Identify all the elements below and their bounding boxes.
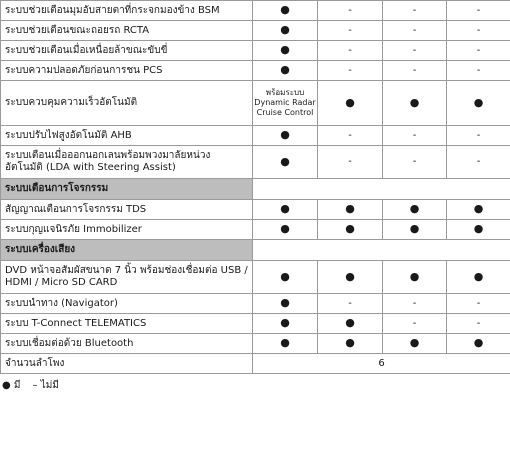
value-cell bbox=[447, 334, 510, 354]
value-cell bbox=[318, 61, 383, 81]
table-row bbox=[1, 354, 510, 374]
none-mark: - bbox=[412, 24, 417, 36]
has-mark: ● bbox=[473, 269, 484, 283]
value-cell bbox=[447, 1, 510, 21]
value-cell bbox=[253, 314, 318, 334]
value-cell bbox=[318, 41, 383, 61]
value-cell bbox=[253, 1, 318, 21]
table-row bbox=[1, 261, 510, 294]
none-mark: - bbox=[412, 4, 417, 16]
feature-name: ระบบปรับไฟสูงอัตโนมัติ AHB bbox=[1, 126, 253, 146]
value-cell bbox=[253, 294, 318, 314]
value-cell bbox=[447, 261, 510, 294]
value-cell bbox=[318, 1, 383, 21]
speaker-count-cell: 6 bbox=[253, 354, 510, 374]
value-cell bbox=[447, 314, 510, 334]
has-mark: ● bbox=[280, 3, 290, 16]
feature-name: DVD หน้าจอสัมผัสขนาด 7 นิ้ว พร้อมช่องเชื่อมต่อ USB / HDMI / Micro SD CARD bbox=[1, 261, 253, 294]
value-cell bbox=[383, 61, 447, 81]
has-mark: ● bbox=[280, 222, 290, 235]
has-mark: ● bbox=[473, 336, 484, 349]
value-cell bbox=[447, 294, 510, 314]
has-mark: ● bbox=[345, 269, 355, 283]
feature-name: ระบบช่วยเตือนมุมอับสายตาที่กระจกมองข้าง BSM bbox=[1, 1, 253, 21]
none-mark: - bbox=[476, 24, 481, 36]
section-title: ระบบเครื่องเสียง bbox=[1, 240, 253, 261]
note-text: พร้อมระบบ Dynamic Radar Cruise Control bbox=[254, 88, 316, 117]
value-cell bbox=[318, 314, 383, 334]
section-title: ระบบเตือนการโจรกรรม bbox=[1, 179, 253, 200]
value-cell bbox=[383, 21, 447, 41]
feature-name: ระบบช่วยเตือนขณะถอยรถ RCTA bbox=[1, 21, 253, 41]
none-mark: - bbox=[412, 129, 417, 141]
table-row bbox=[1, 146, 510, 179]
value-cell bbox=[383, 41, 447, 61]
value-cell bbox=[253, 41, 318, 61]
none-mark: - bbox=[412, 64, 417, 76]
value-cell bbox=[447, 220, 510, 240]
value-cell bbox=[447, 41, 510, 61]
value-cell bbox=[383, 126, 447, 146]
table-row bbox=[1, 81, 510, 126]
feature-name: ระบบ T-Connect TELEMATICS bbox=[1, 314, 253, 334]
has-mark: ● bbox=[409, 202, 420, 215]
has-mark: ● bbox=[345, 222, 355, 235]
has-mark: ● bbox=[280, 316, 290, 329]
none-mark: - bbox=[348, 64, 352, 76]
value-cell bbox=[253, 126, 318, 146]
none-mark: - bbox=[348, 129, 352, 141]
value-cell bbox=[383, 261, 447, 294]
has-mark: ● bbox=[473, 222, 484, 235]
table-row bbox=[1, 314, 510, 334]
legend-none: – ไม่มี bbox=[32, 380, 59, 391]
table-row bbox=[1, 200, 510, 220]
has-mark: ● bbox=[409, 222, 420, 235]
value-cell bbox=[253, 200, 318, 220]
value-cell bbox=[383, 314, 447, 334]
feature-name: ระบบกุญแจนิรภัย Immobilizer bbox=[1, 220, 253, 240]
value-cell bbox=[383, 200, 447, 220]
value-cell bbox=[318, 200, 383, 220]
table-row bbox=[1, 21, 510, 41]
feature-name: ระบบความปลอดภัยก่อนการชน PCS bbox=[1, 61, 253, 81]
value-cell bbox=[447, 126, 510, 146]
none-mark: - bbox=[412, 156, 417, 167]
value-cell bbox=[383, 220, 447, 240]
none-mark: - bbox=[476, 64, 481, 76]
table-row bbox=[1, 220, 510, 240]
feature-name: ระบบช่วยเตือนเมื่อเหนื่อยล้าขณะขับขี่ bbox=[1, 41, 253, 61]
has-mark: ● bbox=[409, 269, 420, 283]
has-mark: ● bbox=[409, 336, 420, 349]
none-mark: - bbox=[476, 129, 481, 141]
has-mark: ● bbox=[280, 154, 290, 168]
value-cell bbox=[318, 294, 383, 314]
section-blank-cell bbox=[253, 240, 510, 261]
table-row bbox=[1, 294, 510, 314]
has-mark: ● bbox=[345, 336, 355, 349]
section-header-row bbox=[1, 179, 510, 200]
none-mark: - bbox=[476, 4, 481, 16]
feature-name: ระบบเตือนเมื่อออกนอกเลนพร้อมพวงมาลัยหน่วงอัตโนมัติ (LDA with Steering Assist) bbox=[1, 146, 253, 179]
has-mark: ● bbox=[280, 269, 290, 283]
none-mark: - bbox=[412, 297, 417, 309]
feature-name: ระบบควบคุมความเร็วอัตโนมัติ bbox=[1, 81, 253, 126]
table-row bbox=[1, 1, 510, 21]
value-cell bbox=[383, 1, 447, 21]
table-row bbox=[1, 126, 510, 146]
has-mark: ● bbox=[280, 202, 290, 215]
has-mark: ● bbox=[473, 202, 484, 215]
value-cell bbox=[318, 334, 383, 354]
value-cell bbox=[253, 220, 318, 240]
legend bbox=[0, 374, 510, 393]
value-cell bbox=[253, 261, 318, 294]
table-row bbox=[1, 41, 510, 61]
has-mark: ● bbox=[280, 63, 290, 76]
has-mark: ● bbox=[280, 128, 290, 141]
value-cell bbox=[253, 21, 318, 41]
value-cell bbox=[253, 61, 318, 81]
has-mark: ● bbox=[473, 95, 484, 109]
value-cell bbox=[383, 146, 447, 179]
value-cell bbox=[383, 294, 447, 314]
has-mark: ● bbox=[280, 336, 290, 349]
none-mark: - bbox=[348, 156, 352, 167]
value-cell bbox=[318, 146, 383, 179]
feature-name: ระบบเชื่อมต่อด้วย Bluetooth bbox=[1, 334, 253, 354]
has-mark: ● bbox=[345, 95, 355, 109]
value-cell bbox=[318, 126, 383, 146]
value-cell bbox=[318, 21, 383, 41]
has-mark: ● bbox=[280, 23, 290, 36]
value-cell bbox=[253, 334, 318, 354]
value-cell bbox=[447, 21, 510, 41]
feature-name: จำนวนลำโพง bbox=[1, 354, 253, 374]
table-row bbox=[1, 334, 510, 354]
has-mark: ● bbox=[345, 316, 355, 329]
section-header-row bbox=[1, 240, 510, 261]
none-mark: - bbox=[476, 44, 481, 56]
has-mark: ● bbox=[280, 296, 290, 309]
legend-has: ● มี bbox=[2, 380, 21, 391]
value-cell bbox=[253, 146, 318, 179]
section-blank-cell bbox=[253, 179, 510, 200]
value-cell bbox=[383, 334, 447, 354]
value-cell bbox=[447, 61, 510, 81]
feature-name: สัญญาณเตือนการโจรกรรม TDS bbox=[1, 200, 253, 220]
value-cell bbox=[253, 81, 318, 126]
feature-name: ระบบนำทาง (Navigator) bbox=[1, 294, 253, 314]
value-cell bbox=[383, 81, 447, 126]
none-mark: - bbox=[348, 297, 352, 309]
table-row bbox=[1, 61, 510, 81]
has-mark: ● bbox=[280, 43, 290, 56]
none-mark: - bbox=[348, 24, 352, 36]
none-mark: - bbox=[476, 317, 481, 329]
has-mark: ● bbox=[409, 95, 420, 109]
value-cell bbox=[447, 81, 510, 126]
none-mark: - bbox=[348, 4, 352, 16]
none-mark: - bbox=[412, 317, 417, 329]
has-mark: ● bbox=[345, 202, 355, 215]
none-mark: - bbox=[348, 44, 352, 56]
value-cell bbox=[318, 81, 383, 126]
value-cell bbox=[318, 261, 383, 294]
value-cell bbox=[447, 200, 510, 220]
value-cell bbox=[447, 146, 510, 179]
none-mark: - bbox=[476, 156, 481, 167]
value-cell bbox=[318, 220, 383, 240]
none-mark: - bbox=[412, 44, 417, 56]
none-mark: - bbox=[476, 297, 481, 309]
